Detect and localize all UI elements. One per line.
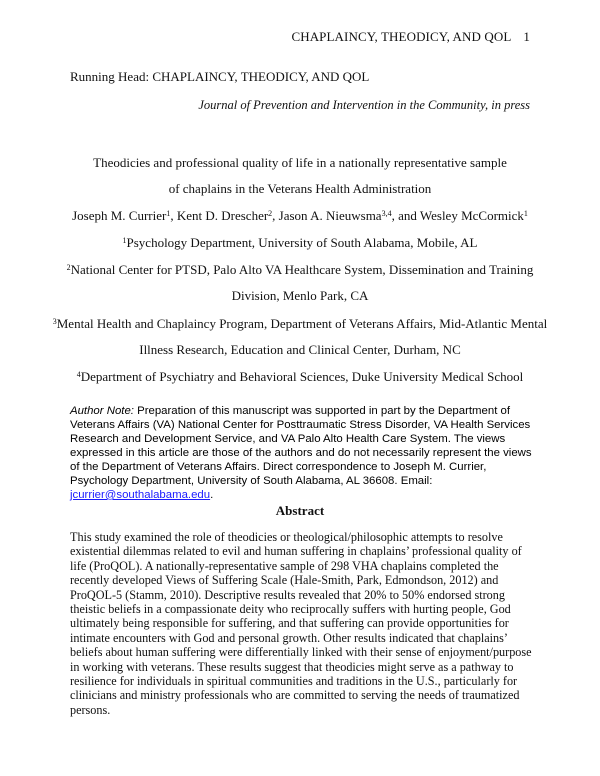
author-sep: , (170, 208, 177, 223)
author-name: Wesley McCormick (419, 208, 524, 223)
author-name: Kent D. Drescher (176, 208, 269, 223)
affiliation-3-cont: Illness Research, Education and Clinical Center, Durham, NC (139, 342, 461, 357)
affiliation-3 (0, 316, 600, 332)
header-running-title: CHAPLAINCY, THEODICY, AND QOL (291, 29, 512, 44)
affiliation-text: National Center for PTSD, Palo Alto VA Healthcare System, Dissemination and Training (70, 262, 534, 277)
title-line-2: of chaplains in the Veterans Health Administration (168, 181, 432, 196)
affiliation-sup: 1 (122, 236, 127, 245)
author-note-text: Preparation of this manuscript was supported in part by the Department of Veterans Affairs (VA) National Center for Posttraumatic Stress Disorder, VA Health Services Research and Development Service, and VA Palo Alto Health Care System. The views expressed in this article are those of the authors and do not necessarily represent the views of the Department of Veterans Affairs. Direct correspondence to Joseph M. Currier, Psychology Department, University of South Alabama, AL 36608. Email: (70, 405, 532, 487)
journal-line: Journal of Prevention and Intervention in the Community, in press (198, 98, 530, 112)
affiliation-text: Department of Psychiatry and Behavioral Sciences, Duke University Medical School (80, 369, 524, 384)
affiliation-sup: 2 (66, 263, 71, 272)
author-name: Jason A. Nieuwsma (278, 208, 382, 223)
author-note-end: . (210, 489, 214, 501)
abstract-heading: Abstract (275, 503, 325, 518)
author-list (0, 208, 600, 224)
page-header (291, 29, 530, 45)
author-name: Joseph M. Currier (72, 208, 167, 223)
affiliation-text: Mental Health and Chaplaincy Program, Department of Veterans Affairs, Mid-Atlantic Mental (56, 316, 548, 331)
email-link[interactable]: jcurrier@southalabama.edu (70, 489, 211, 501)
author-sep: , and (391, 208, 420, 223)
author-sup: 3,4 (381, 209, 392, 218)
author-sup: 1 (166, 209, 171, 218)
affiliation-text: Psychology Department, University of South Alabama, Mobile, AL (126, 235, 478, 250)
author-sup: 1 (523, 209, 528, 218)
page-number: 1 (523, 29, 530, 44)
abstract-body: This study examined the role of theodicies or theological/philosophic attempts to resolve existential dilemmas related to evil and human suffering in chaplains’ professional quality of life (ProQOL). A nationally-representative sample of 298 VHA chaplains completed the recently developed Views of Suffering Scale (Hale-Smith, Park, Edmondson, 2012) and ProQOL-5 (Stamm, 2010). Descriptive results revealed that 20% to 50% endorsed strong theistic beliefs in a compassionate deity who reciprocally suffers with hurting people, God ultimately being responsible for suffering, and that suffering can provide opportunities for intimate encounters with God and personal growth. Other results indicated that chaplains’ beliefs about human suffering were differentially linked with their sense of enjoyment/purpose in working with veterans. These results suggest that theodicies might serve as a pathway to resilience for individuals in spiritual communities and traditions in the U.S., particularly for clinicians and ministry professionals who are committed to serving the needs of traumatized persons. (70, 530, 532, 717)
author-note-label: Author Note: (70, 405, 134, 417)
affiliation-1 (0, 235, 600, 251)
author-sup: 2 (268, 209, 273, 218)
affiliation-2 (0, 262, 600, 278)
author-sep: , (272, 208, 279, 223)
running-head: Running Head: CHAPLAINCY, THEODICY, AND QOL (70, 69, 370, 84)
author-note (70, 404, 536, 502)
affiliation-sup: 4 (76, 370, 81, 379)
affiliation-sup: 3 (52, 317, 57, 326)
title-line-1: Theodicies and professional quality of life in a nationally representative sample (93, 155, 507, 170)
affiliation-4 (0, 369, 600, 385)
affiliation-2-cont: Division, Menlo Park, CA (231, 288, 369, 303)
